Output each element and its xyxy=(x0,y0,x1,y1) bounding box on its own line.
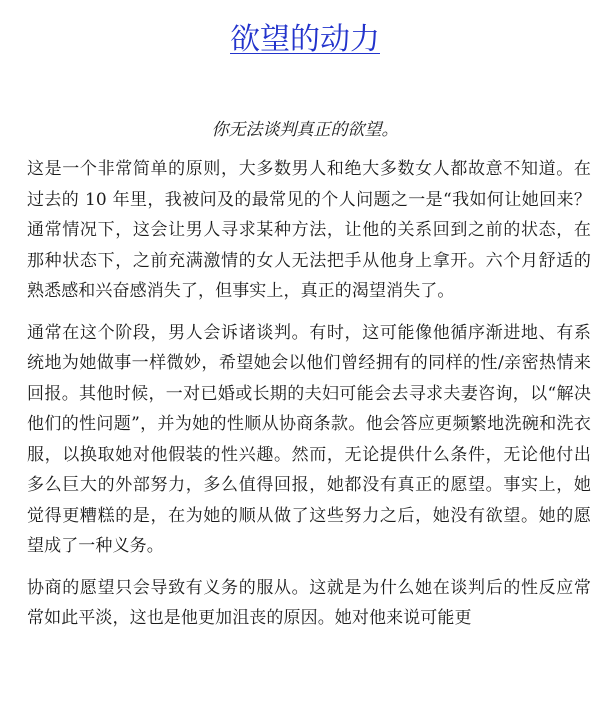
subtitle: 你无法谈判真正的欲望。 xyxy=(211,120,399,140)
paragraph-2: 通常在这个阶段，男人会诉诸谈判。有时，这可能像他循序渐进地、有系统地为她做事一样微妙，希望她会以他们曾经拥有的同样的性/亲密热情来回报。其他时候，一对已婚或长期的夫妇可能会去寻求夫妻咨询，以“解决他们的性问题”，并为她的性顺从协商条款。他会答应更频繁地洗碗和洗衣服，以换取她对他假装的性兴趣。然而，无论提供什么条件，无论他付出多么巨大的外部努力，多么值得回报，她都没有真正的愿望。事实上，她觉得更糟糕的是，在为她的顺从做了这些努力之后，她没有欲望。她的愿望成了一种义务。 xyxy=(27,322,591,556)
page-title-link[interactable]: 欲望的动力 xyxy=(230,22,380,57)
paragraph-3: 协商的愿望只会导致有义务的服从。这就是为什么她在谈判后的性反应常常如此平淡，这也是他更加沮丧的原因。她对他来说可能更 xyxy=(27,577,591,628)
article-body xyxy=(27,154,591,645)
paragraph-1: 这是一个非常简单的原则，大多数男人和绝大多数女人都故意不知道。在过去的 10 年里，我被问及的最常见的个人问题之一是“我如何让她回来？通常情况下，这会让男人寻求某种方法，让他的关系回到之前的状态，在那种状态下，之前充满激情的女人无法把手从他身上拿开。六个月舒适的熟悉感和兴奋感消失了，但事实上，真正的渴望消失了。 xyxy=(27,159,591,301)
